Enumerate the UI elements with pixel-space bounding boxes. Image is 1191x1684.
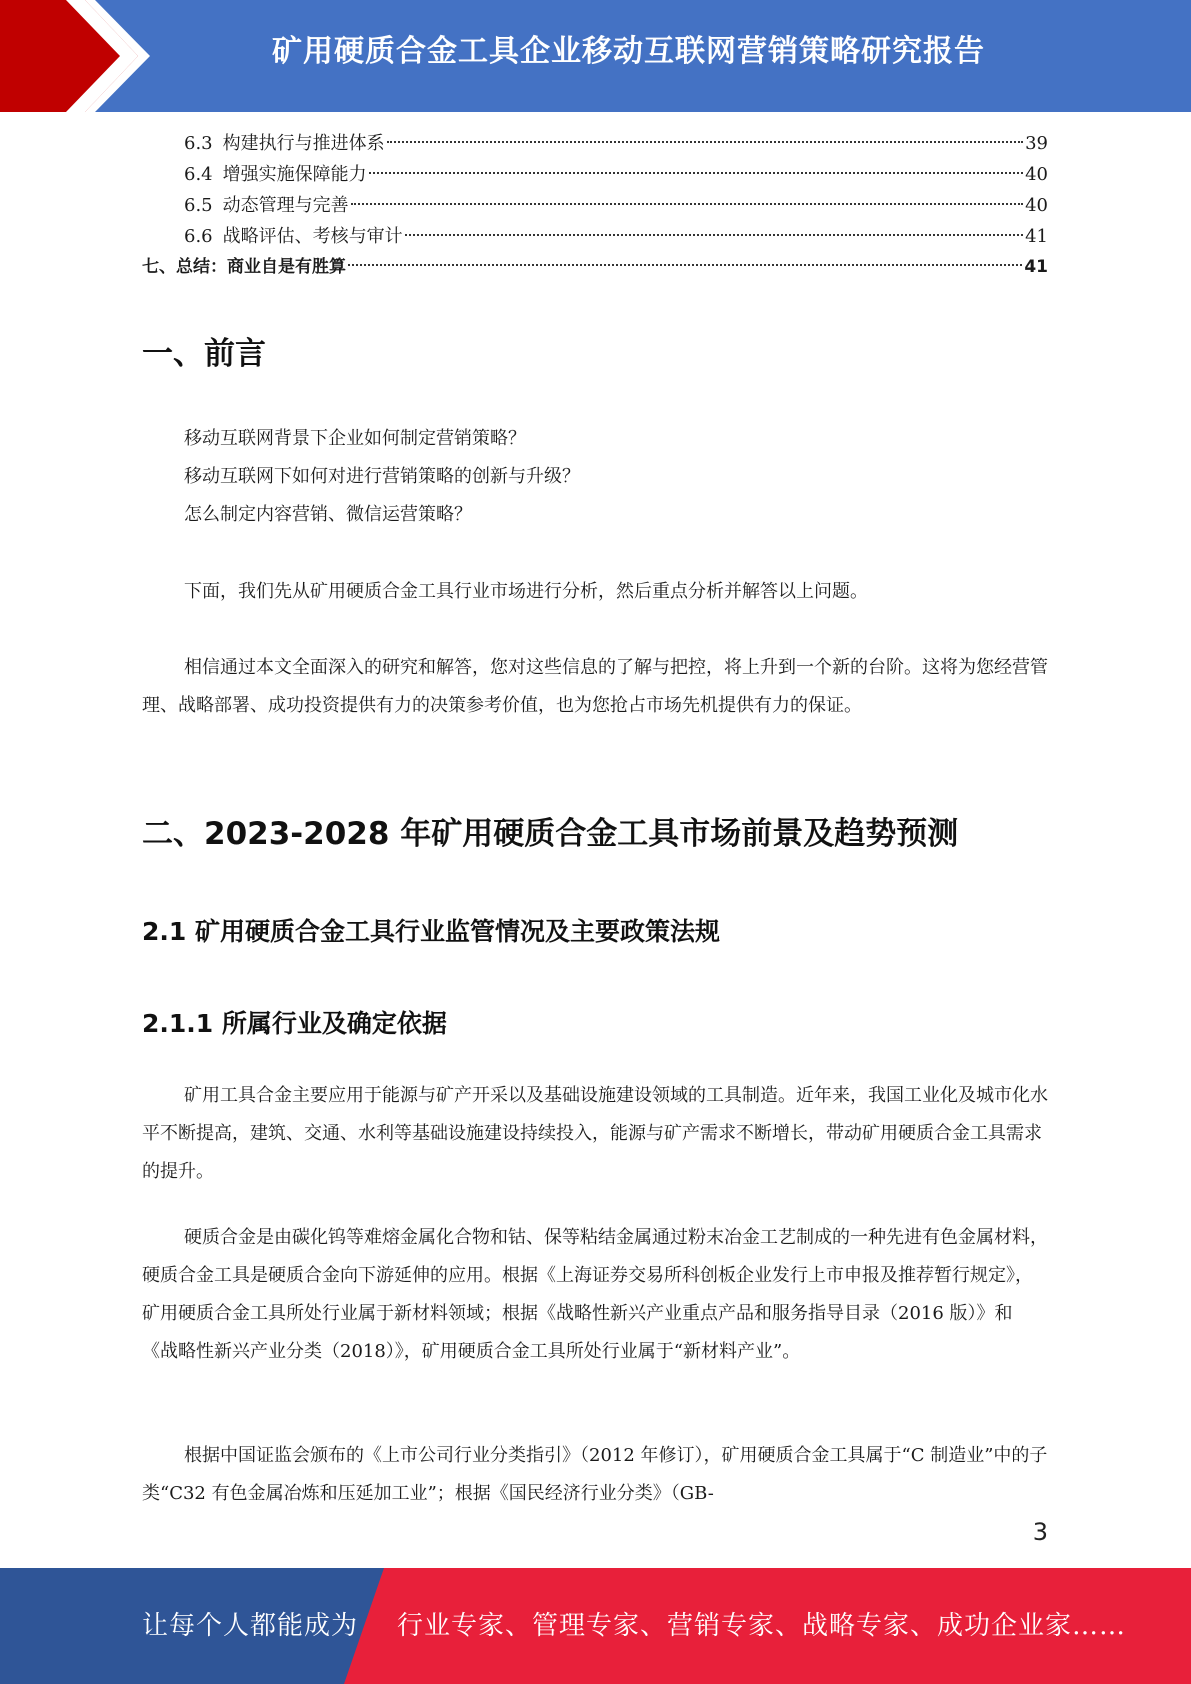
question-line: 移动互联网下如何对进行营销策略的创新与升级？ [184,466,580,487]
toc-row[interactable] [142,221,1048,252]
toc-row[interactable] [142,190,1048,221]
toc-number: 6.4 [184,164,213,185]
toc-number: 6.3 [184,133,213,154]
question-line: 移动互联网背景下企业如何制定营销策略？ [184,428,526,449]
header-banner [0,0,1191,112]
toc-page: 39 [1025,133,1048,154]
question-line: 怎么制定内容营销、微信运营策略？ [184,504,472,525]
toc-leader-dots [387,141,1023,143]
body-paragraph: 相信通过本文全面深入的研究和解答，您对这些信息的了解与把控，将上升到一个新的台阶。这将为您经营管理、战略部署、成功投资提供有力的决策参考价值，也为您抢占市场先机提供有力的保证。 [142,657,1048,716]
toc-row-chapter[interactable] [142,252,1048,283]
section-heading-preface: 一、前言 [142,336,266,372]
section-heading-forecast: 二、2023-2028 年矿用硬质合金工具市场前景及趋势预测 [142,816,959,852]
report-title: 矿用硬质合金工具企业移动互联网营销策略研究报告 [272,34,985,69]
toc-leader-dots [369,172,1023,174]
toc-page: 41 [1025,226,1048,247]
toc-text: 增强实施保障能力 [222,164,367,185]
toc-text: 战略评估、考核与审计 [222,226,403,247]
body-paragraph: 硬质合金是由碳化钨等难熔金属化合物和钴、保等粘结金属通过粉末冶金工艺制成的一种先进有色金属材料，硬质合金工具是硬质合金向下游延伸的应用。根据《上海证券交易所科创板企业发行上市申报及推荐暂行规定》，矿用硬质合金工具所处行业属于新材料领域；根据《战略性新兴产业重点产品和服务指导目录（2016 版）》和《战略性新兴产业分类（2018）》，矿用硬质合金工具所处行业属于“新材料产业”。 [142,1227,1048,1362]
body-paragraph: 下面，我们先从矿用硬质合金工具行业市场进行分析，然后重点分析并解答以上问题。 [184,581,868,602]
toc-leader-dots [405,234,1023,236]
toc-text: 动态管理与完善 [222,195,349,216]
body-paragraph: 矿用工具合金主要应用于能源与矿产开采以及基础设施建设领域的工具制造。近年来，我国工业化及城市化水平不断提高，建筑、交通、水利等基础设施建设持续投入，能源与矿产需求不断增长，带动矿用硬质合金工具需求的提升。 [142,1085,1048,1182]
toc-number: 6.6 [184,226,213,247]
toc-page: 40 [1025,195,1048,216]
subsection-heading: 2.1 矿用硬质合金工具行业监管情况及主要政策法规 [142,917,720,946]
footer-slogan-right: 行业专家、管理专家、营销专家、战略专家、成功企业家…… [397,1611,1127,1641]
toc-row[interactable] [142,128,1048,159]
toc-number: 6.5 [184,195,213,216]
toc-text: 构建执行与推进体系 [222,133,385,154]
toc-leader-dots [348,264,1022,266]
body-paragraph: 根据中国证监会颁布的《上市公司行业分类指引》（2012 年修订），矿用硬质合金工具属于“C 制造业”中的子类“C32 有色金属冶炼和压延加工业”；根据《国民经济行业分类》（GB- [142,1445,1048,1504]
toc-leader-dots [351,203,1023,205]
toc-text: 七、总结：商业自是有胜算 [142,257,346,277]
table-of-contents [142,128,1048,283]
toc-page: 40 [1025,164,1048,185]
page-number: 3 [1032,1518,1048,1546]
toc-page: 41 [1024,257,1048,277]
footer-banner [0,1568,1191,1684]
toc-row[interactable] [142,159,1048,190]
subsection-heading: 2.1.1 所属行业及确定依据 [142,1009,447,1038]
footer-slogan-left: 让每个人都能成为 [142,1611,359,1641]
